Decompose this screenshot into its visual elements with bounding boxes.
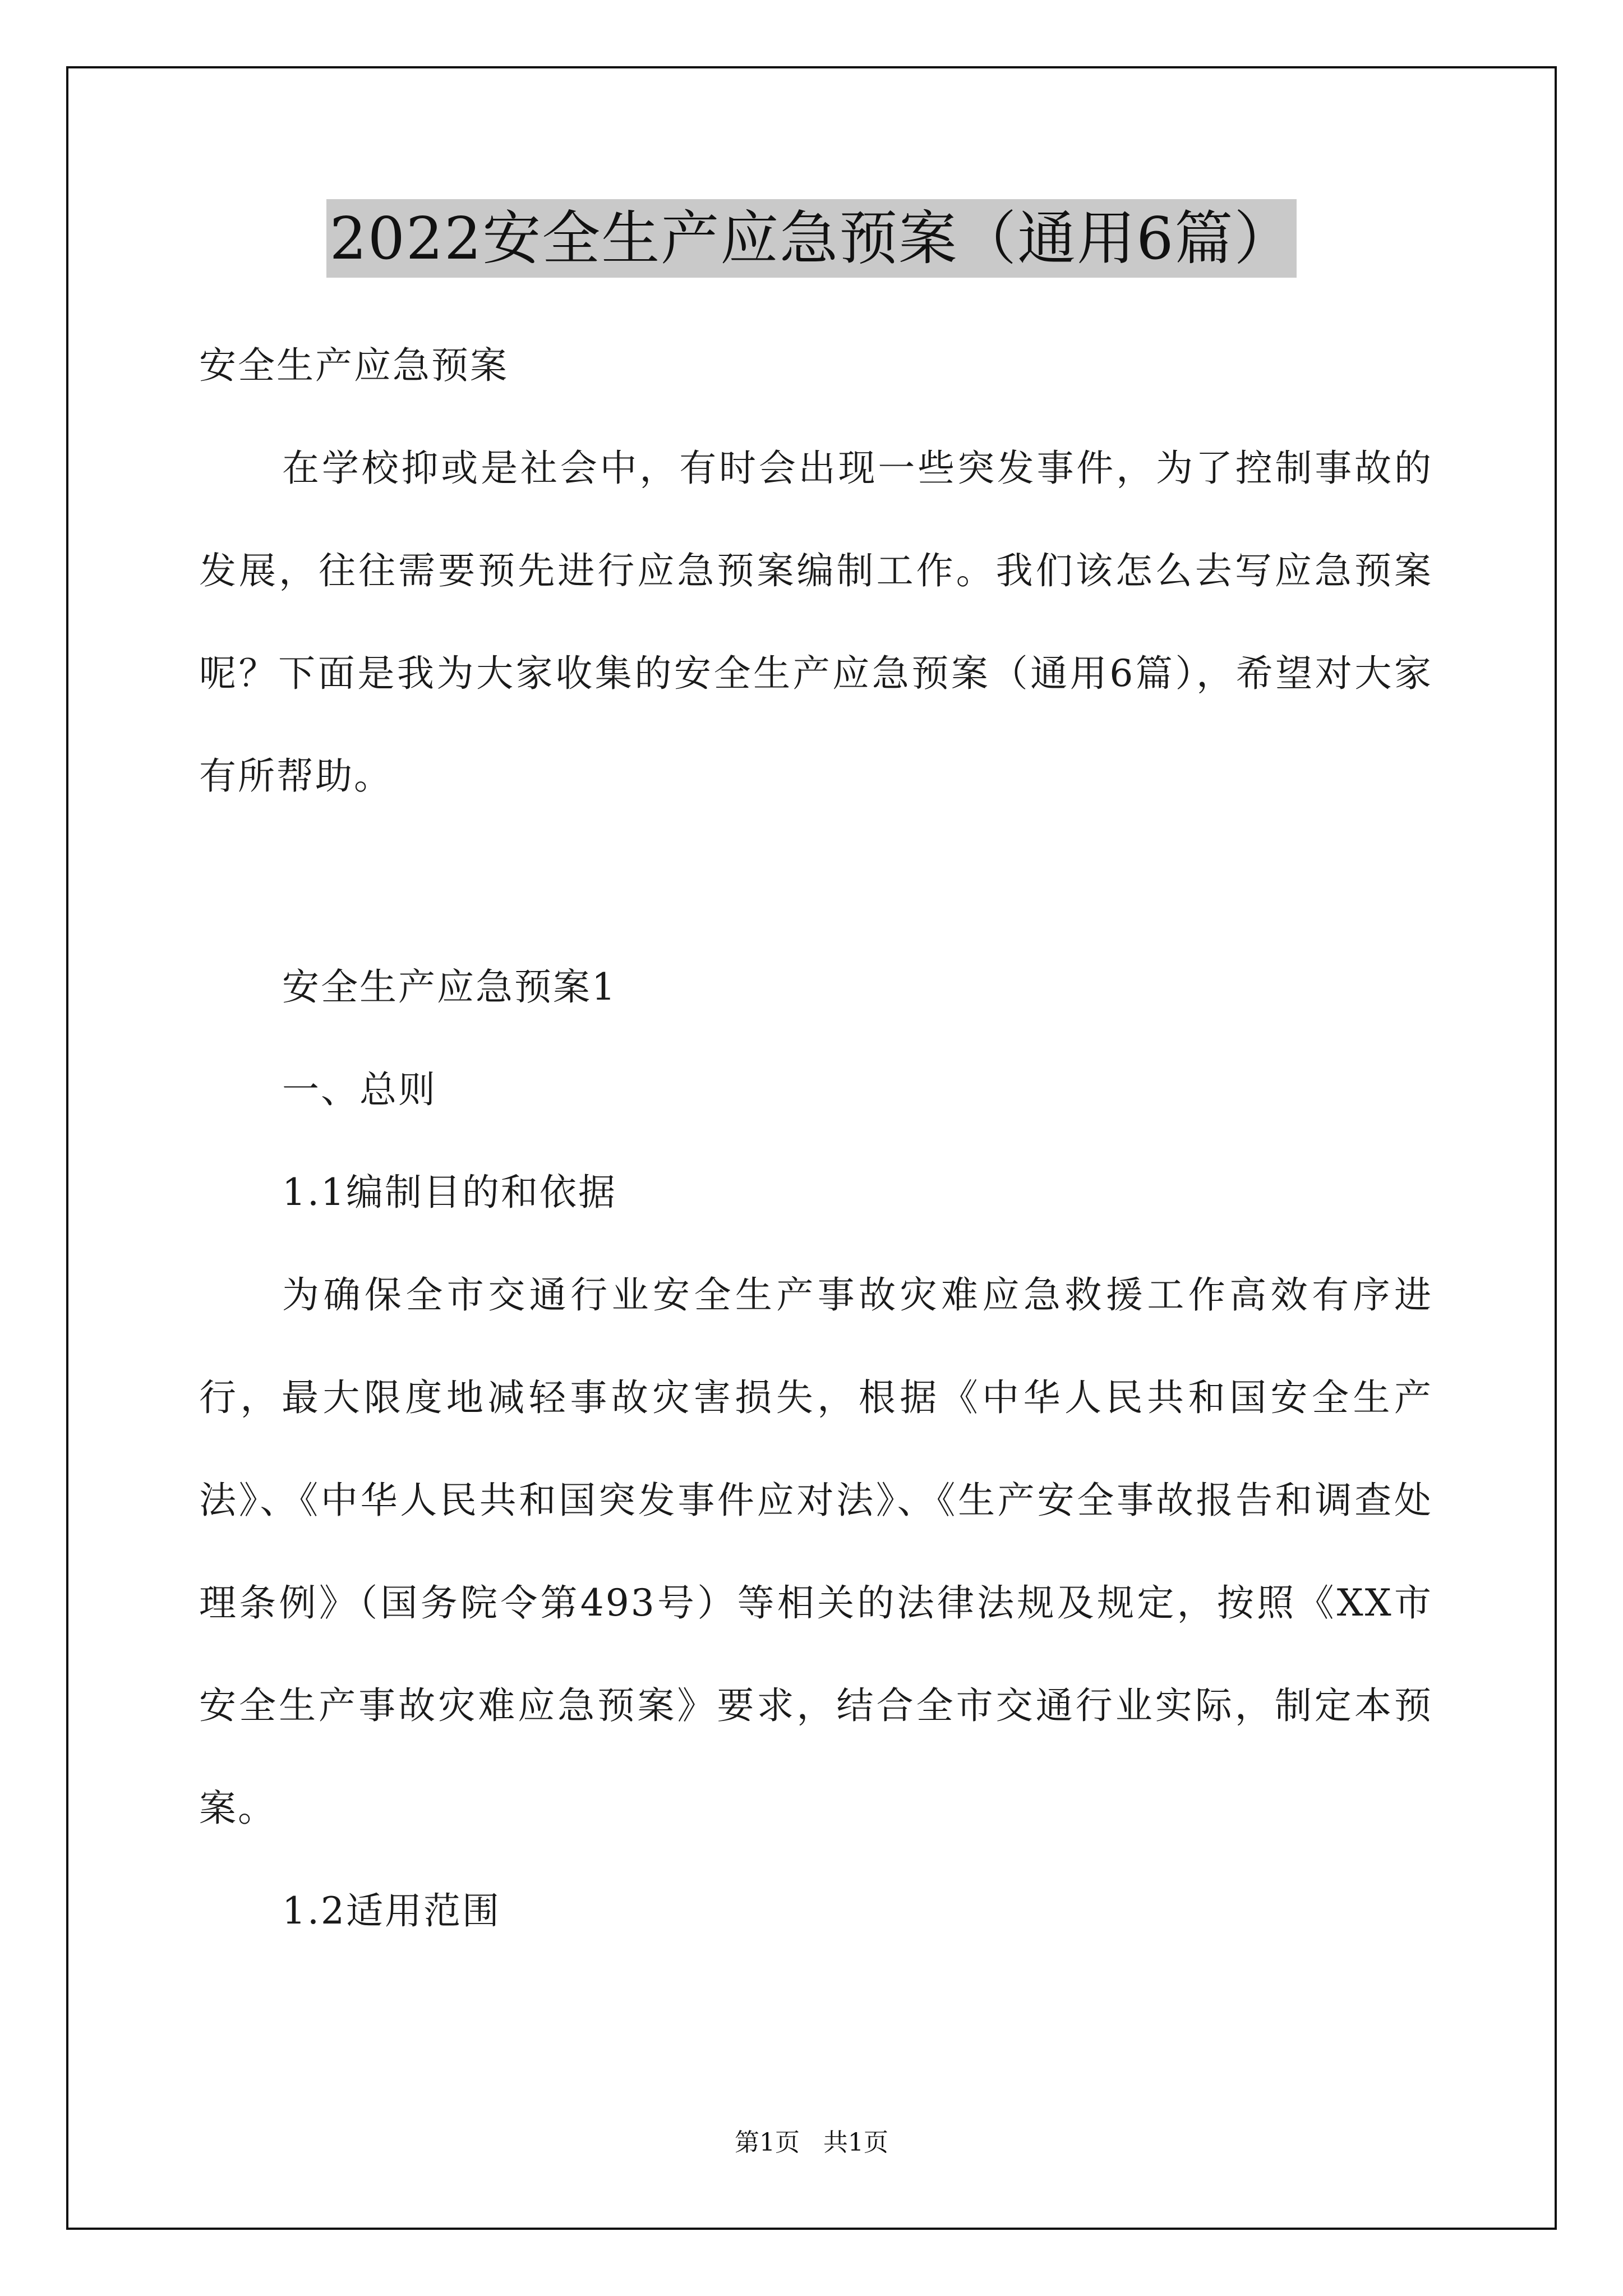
chapter-heading: 一、总则 [282, 1068, 437, 1111]
subsection-heading-2: 1.2适用范围 [282, 1889, 501, 1932]
section-heading: 安全生产应急预案1 [282, 965, 617, 1009]
intro-paragraph: 在学校抑或是社会中，有时会出现一些突发事件，为了控制事故的发展，往往需要预先进行应急预案编制工作。我们该怎么去写应急预案呢？下面是我为大家收集的安全生产应急预案（通用6篇），希望对大家有所帮助。 [199, 447, 1433, 798]
document-subtitle: 安全生产应急预案 [199, 344, 509, 387]
subsection-heading-1: 1.1编制目的和依据 [282, 1171, 617, 1214]
document-body [199, 314, 1433, 1962]
document-title: 2022安全生产应急预案（通用6篇） [326, 199, 1297, 278]
subsection-body-1: 为确保全市交通行业安全生产事故灾难应急救援工作高效有序进行，最大限度地减轻事故灾害损失，根据《中华人民共和国安全生产法》、《中华人民共和国突发事件应对法》、《生产安全事故报告和调查处理条例》（国务院令第493号）等相关的法律法规及规定，按照《XX市安全生产事故灾难应急预案》要求，结合全市交通行业实际，制定本预案。 [199, 1273, 1433, 1830]
paragraph-gap [199, 827, 1433, 936]
title-container [0, 199, 1623, 278]
page-footer: 第1页 共1页 [735, 2128, 888, 2157]
